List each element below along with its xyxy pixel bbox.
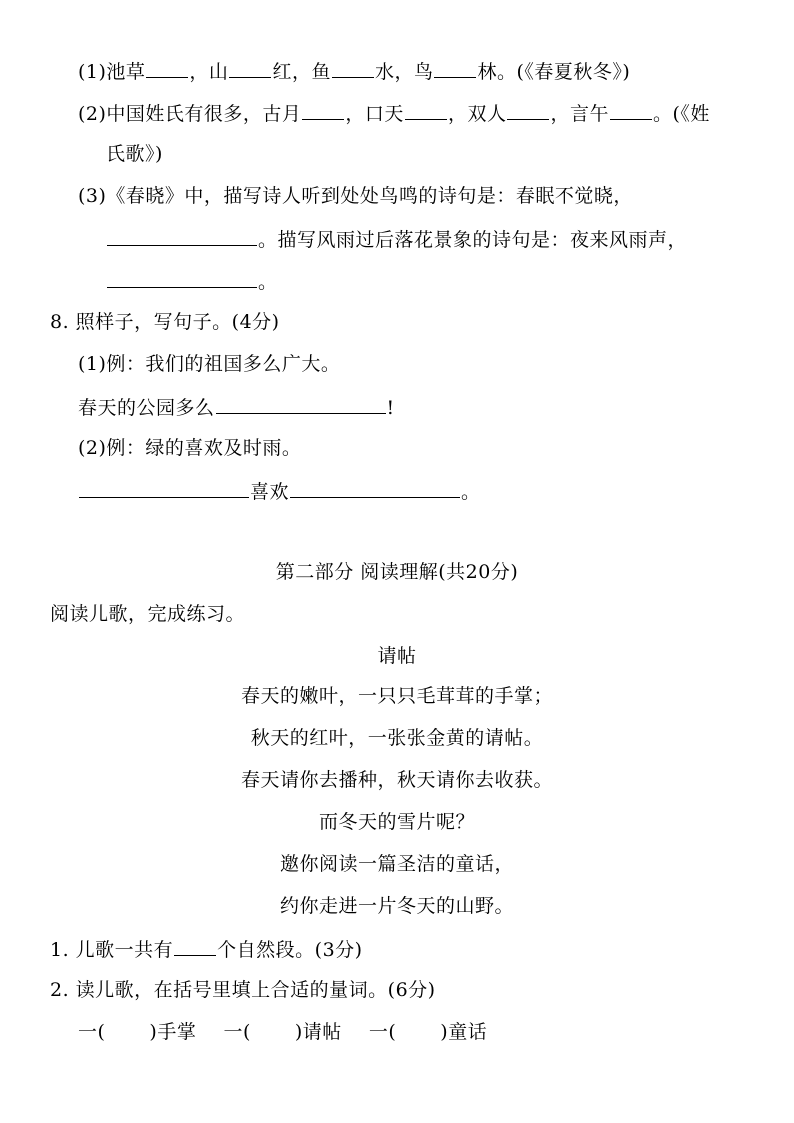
measure-word-item xyxy=(223,1021,341,1043)
text: 林。(《春夏秋冬》) xyxy=(477,61,631,83)
answer-blank[interactable] xyxy=(332,58,374,78)
poem-line: 而冬天的雪片呢？ xyxy=(318,811,475,833)
text: ，口天 xyxy=(345,103,404,125)
text: ，山 xyxy=(189,61,229,83)
answer-blank[interactable] xyxy=(290,478,460,498)
text: 个自然段。(3分) xyxy=(217,939,363,961)
poem-line: 春天请你去播种，秋天请你去收获。 xyxy=(240,769,553,791)
answer-blank[interactable] xyxy=(79,478,249,498)
fill-in-question-2 xyxy=(78,100,710,126)
example-2: (2)例：绿的喜欢及时雨。 xyxy=(78,437,302,459)
example-1-answer-line xyxy=(78,394,395,420)
text: 。 xyxy=(258,271,278,293)
reading-question-1 xyxy=(50,936,363,962)
fill-in-question-3: (3)《春晓》中，描写诗人听到处处鸟鸣的诗句是：春眠不觉晓， xyxy=(78,185,633,207)
answer-blank[interactable] xyxy=(405,100,447,120)
answer-blank[interactable] xyxy=(434,58,476,78)
part-2-heading: 第二部分 阅读理解(共20分) xyxy=(275,561,519,583)
example-2-answer-line xyxy=(78,478,481,504)
answer-blank[interactable] xyxy=(507,100,549,120)
measure-word-items xyxy=(78,1020,487,1044)
text: 喜欢 xyxy=(250,481,290,503)
fill-in-question-3-line3 xyxy=(106,268,278,294)
poem-line: 秋天的红叶，一张张金黄的请帖。 xyxy=(250,727,544,749)
text: )请帖 xyxy=(294,1021,342,1043)
text: )手掌 xyxy=(149,1021,197,1043)
fill-in-question-1 xyxy=(78,58,630,84)
question-8-title: 8. 照样子，写句子。(4分) xyxy=(50,311,280,333)
text: 。描写风雨过后落花景象的诗句是：夜来风雨声， xyxy=(258,229,688,251)
text: 红，鱼 xyxy=(272,61,331,83)
reading-question-2: 2. 读儿歌，在括号里填上合适的量词。(6分) xyxy=(50,979,436,1001)
text: ，双人 xyxy=(447,103,507,125)
answer-blank[interactable] xyxy=(610,100,652,120)
answer-blank[interactable] xyxy=(174,936,216,956)
answer-blank[interactable] xyxy=(216,394,386,414)
answer-blank[interactable] xyxy=(107,268,257,288)
fill-in-question-3-line2 xyxy=(106,226,687,252)
poem-title: 请帖 xyxy=(377,645,417,667)
fill-in-question-2-continued: 氏歌》) xyxy=(106,143,163,165)
text: 一( xyxy=(223,1021,251,1043)
poem-line: 约你走进一片冬天的山野。 xyxy=(279,895,514,917)
reading-instruction: 阅读儿歌，完成练习。 xyxy=(50,603,246,625)
measure-word-item xyxy=(369,1021,487,1043)
answer-blank[interactable] xyxy=(107,226,257,246)
measure-word-item xyxy=(78,1021,196,1043)
example-1: (1)例：我们的祖国多么广大。 xyxy=(78,353,341,375)
text: 一( xyxy=(78,1021,106,1043)
text: (2)中国姓氏有很多，古月 xyxy=(78,103,302,125)
text: 。 xyxy=(461,481,481,503)
text: 1. 儿歌一共有 xyxy=(50,939,174,961)
text: ，言午 xyxy=(550,103,609,125)
text: 水，鸟 xyxy=(374,61,434,83)
text: 一( xyxy=(368,1021,397,1043)
answer-blank[interactable] xyxy=(302,100,344,120)
text: ! xyxy=(386,397,395,419)
text: )童话 xyxy=(440,1021,488,1043)
poem-line: 春天的嫩叶，一只只毛茸茸的手掌； xyxy=(240,685,553,707)
answer-blank[interactable] xyxy=(229,58,271,78)
poem-line: 邀你阅读一篇圣洁的童话， xyxy=(279,853,514,875)
answer-blank[interactable] xyxy=(146,58,188,78)
text: (1)池草 xyxy=(78,61,146,83)
text: 春天的公园多么 xyxy=(78,397,215,419)
text: 。(《姓 xyxy=(652,103,710,125)
